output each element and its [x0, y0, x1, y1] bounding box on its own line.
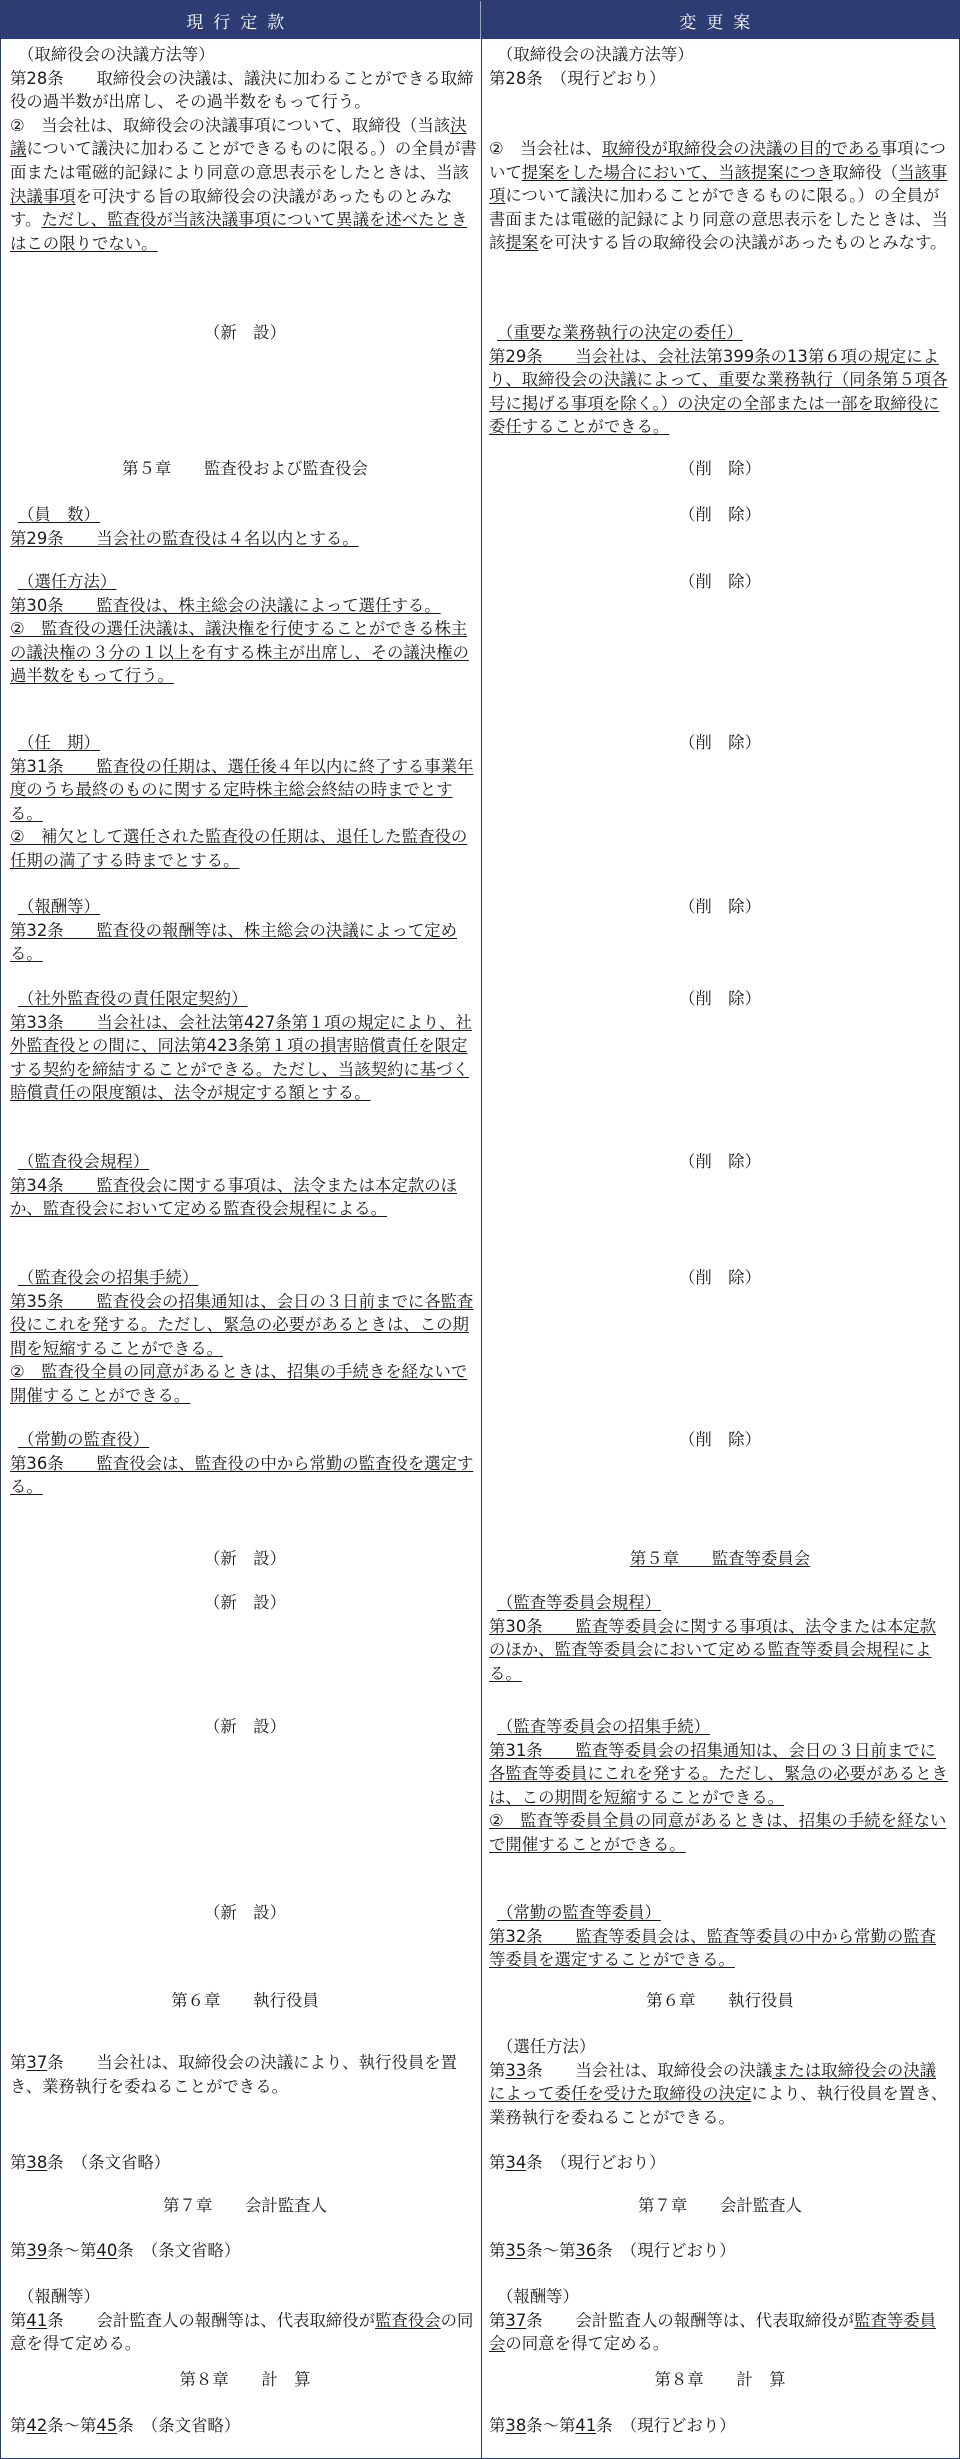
- right-art33: （選任方法） 第33条 当会社は、取締役会の決議または取締役会の決議によって委任を受けた取締役の決定により、執行役員を置き、業務執行を委ねることができる。: [489, 2035, 951, 2129]
- right-art35-36: 第35条～第36条 （現行どおり）: [489, 2241, 736, 2260]
- article-paragraph: ② 当会社は、取締役が取締役会の決議の目的である事項について提案をした場合において、当該提案につき取締役（当該事項について議決に加わることができるものに限る。）の全員が書面または電磁的記録により同意の意思表示をしたときは、当該提案を可決する旨の取締役会の決議があったものとみなす。: [489, 139, 948, 253]
- section-heading: （監査役会規程）: [18, 1152, 150, 1171]
- section-heading: （常勤の監査等委員）: [497, 1903, 661, 1922]
- article-paragraph: ② 当会社は、取締役会の決議事項について、取締役（当該決議について議決に加わることができるものに限る。）の全員が書面または電磁的記録により同意の意思表示をしたときは、当該決議事項を可決する旨の取締役会の決議があったものとみなす。ただし、監査役が当該決議事項について異議を述べたときはこの限りでない。: [10, 115, 477, 253]
- right-block-art31: [489, 1715, 951, 1857]
- article-text: 第34条 監査役会に関する事項は、法令または本定款のほか、監査役会において定める監査役会規程による。: [10, 1175, 458, 1219]
- left-new-placeholder: （新 設）: [204, 1549, 286, 1568]
- right-deleted-label: （削 除）: [679, 733, 761, 752]
- right-deleted-label: （削 除）: [679, 459, 761, 478]
- right-block-art32: [489, 1901, 951, 1972]
- left-block-art28: [10, 43, 480, 255]
- right-deleted-label: （削 除）: [679, 989, 761, 1008]
- left-art39-40: 第39条～第40条 （条文省略）: [10, 2241, 241, 2260]
- right-deleted-label: （削 除）: [679, 897, 761, 916]
- left-chapter6-heading: 第６章 執行役員: [171, 1991, 319, 2010]
- article-text: 第33条 当会社は、会社法第427条第１項の規定により、社外監査役との間に、同法第423条第１項の損害賠償責任を限定する契約を締結することができる。ただし、当該契約に基づく賠償責任の限度額は、法令が規定する額とする。: [10, 1012, 472, 1103]
- section-heading: （監査等委員会規程）: [497, 1593, 661, 1612]
- left-art42-45: 第42条～第45条 （条文省略）: [10, 2416, 241, 2435]
- section-heading: （取締役会の決議方法等）: [497, 45, 694, 64]
- right-deleted-label: （削 除）: [679, 1430, 761, 1449]
- left-chapter5-heading: 第５章 監査役および監査役会: [122, 459, 368, 478]
- left-block-art33: [10, 987, 480, 1105]
- header-current: 現行定款: [186, 12, 295, 33]
- right-art34: 第34条 （現行どおり）: [489, 2153, 666, 2172]
- left-block-art34: [10, 1150, 480, 1221]
- left-block-art30: [10, 570, 480, 688]
- proposed-articles-column: [489, 39, 951, 2458]
- table-header: [1, 1, 959, 39]
- section-heading: （社外監査役の責任限定契約）: [18, 989, 248, 1008]
- left-block-art29: [10, 503, 480, 550]
- right-art37: （報酬等） 第37条 会計監査人の報酬等は、代表取締役が監査等委員会の同意を得て定める。: [489, 2285, 951, 2356]
- article-text: 第28条 （現行どおり）: [489, 68, 666, 88]
- article-paragraph: ② 監査役の選任決議は、議決権を行使することができる株主の議決権の３分の１以上を有する株主が出席し、その議決権の過半数をもって行う。: [10, 619, 469, 686]
- section-heading: （選任方法）: [497, 2037, 596, 2056]
- section-heading: （報酬等）: [497, 2287, 579, 2306]
- article-paragraph: ② 監査等委員全員の同意があるときは、招集の手続を経ないで開催することができる。: [489, 1811, 947, 1854]
- header-proposed: 変更案: [480, 1, 960, 39]
- right-chapter6-heading: 第６章 執行役員: [646, 1991, 794, 2010]
- right-block-art28: [489, 43, 951, 90]
- right-block-art28-para2: [489, 137, 951, 255]
- left-chapter8-heading: 第８章 計 算: [179, 2370, 311, 2389]
- article-text: 第29条 当会社は、会社法第399条の13第６項の規定により、取締役会の決議によって、重要な業務執行（同条第５項各号に掲げる事項を除く。）の決定の全部または一部を取締役に委任することができる。: [489, 346, 948, 437]
- left-block-art35: [10, 1266, 480, 1408]
- section-heading: （重要な業務執行の決定の委任）: [497, 323, 743, 342]
- right-chapter8-heading: 第８章 計 算: [654, 2370, 786, 2389]
- current-articles-column: [10, 39, 480, 2458]
- section-heading: （選任方法）: [18, 572, 117, 591]
- left-art38: 第38条 （条文省略）: [10, 2153, 171, 2172]
- article-paragraph: ② 監査役全員の同意があるときは、招集の手続きを経ないで開催することができる。: [10, 1362, 468, 1405]
- article-text: 第28条 取締役会の決議は、議決に加わることができる取締役の過半数が出席し、その過半数をもって行う。: [10, 68, 474, 112]
- article-text: 第31条 監査役の任期は、選任後４年以内に終了する事業年度のうち最終のものに関する定時株主総会終結の時までとする。: [10, 756, 474, 823]
- left-new-placeholder: （新 設）: [204, 1903, 286, 1922]
- article-text: 第31条 監査等委員会の招集通知は、会日の３日前までに各監査等委員にこれを発する。ただし、緊急の必要があるときは、この期間を短縮することができる。: [489, 1740, 948, 1807]
- left-art41: （報酬等） 第41条 会計監査人の報酬等は、代表取締役が監査役会の同意を得て定める。: [10, 2285, 480, 2356]
- right-chapter7-heading: 第７章 会計監査人: [638, 2196, 802, 2215]
- section-heading: （監査等委員会の招集手続）: [497, 1717, 711, 1736]
- article-paragraph: ② 補欠として選任された監査役の任期は、退任した監査役の任期の満了する時までとする。: [10, 827, 468, 870]
- section-heading: （任 期）: [18, 733, 100, 752]
- article-text: 第29条 当会社の監査役は４名以内とする。: [10, 528, 359, 548]
- left-block-art31: [10, 731, 480, 873]
- right-block-art30: [489, 1591, 951, 1685]
- left-new-placeholder: （新 設）: [204, 1593, 286, 1612]
- right-art38-41: 第38条～第41条 （現行どおり）: [489, 2416, 736, 2435]
- right-deleted-label: （削 除）: [679, 1152, 761, 1171]
- left-chapter7-heading: 第７章 会計監査人: [163, 2196, 327, 2215]
- section-heading: （監査役会の招集手続）: [18, 1268, 199, 1287]
- right-deleted-label: （削 除）: [679, 572, 761, 591]
- article-text: 第32条 監査等委員会は、監査等委員の中から常勤の監査等委員を選定することができる。: [489, 1926, 937, 1970]
- right-deleted-label: （削 除）: [679, 1268, 761, 1287]
- right-chapter5-heading: 第５章 監査等委員会: [629, 1549, 811, 1568]
- section-heading: （報酬等）: [18, 2287, 100, 2306]
- left-new-placeholder: （新 設）: [204, 1717, 286, 1736]
- article-text: 第35条 監査役会の招集通知は、会日の３日前までに各監査役にこれを発する。ただし、緊急の必要があるときは、この期間を短縮することができる。: [10, 1291, 474, 1358]
- right-block-art29: [489, 321, 951, 439]
- article-text: 第36条 監査役会は、監査役の中から常勤の監査役を選定する。: [10, 1453, 474, 1497]
- section-heading: （常勤の監査役）: [18, 1430, 150, 1449]
- section-heading: （報酬等）: [18, 897, 100, 916]
- left-block-art36: [10, 1428, 480, 1499]
- section-heading: （員 数）: [18, 505, 100, 524]
- article-text: 第32条 監査役の報酬等は、株主総会の決議によって定める。: [10, 920, 458, 964]
- left-new-placeholder: （新 設）: [204, 323, 286, 342]
- article-text: 第30条 監査等委員会に関する事項は、法令または本定款のほか、監査等委員会において定める監査等委員会規程による。: [489, 1616, 937, 1683]
- column-divider: [481, 1, 482, 2458]
- left-art37: 第37条 当会社は、取締役会の決議により、執行役員を置き、業務執行を委ねることができる。: [10, 2053, 458, 2096]
- left-block-art32: [10, 895, 480, 966]
- right-deleted-label: （削 除）: [679, 505, 761, 524]
- section-heading: （取締役会の決議方法等）: [18, 45, 215, 64]
- article-text: 第30条 監査役は、株主総会の決議によって選任する。: [10, 595, 441, 615]
